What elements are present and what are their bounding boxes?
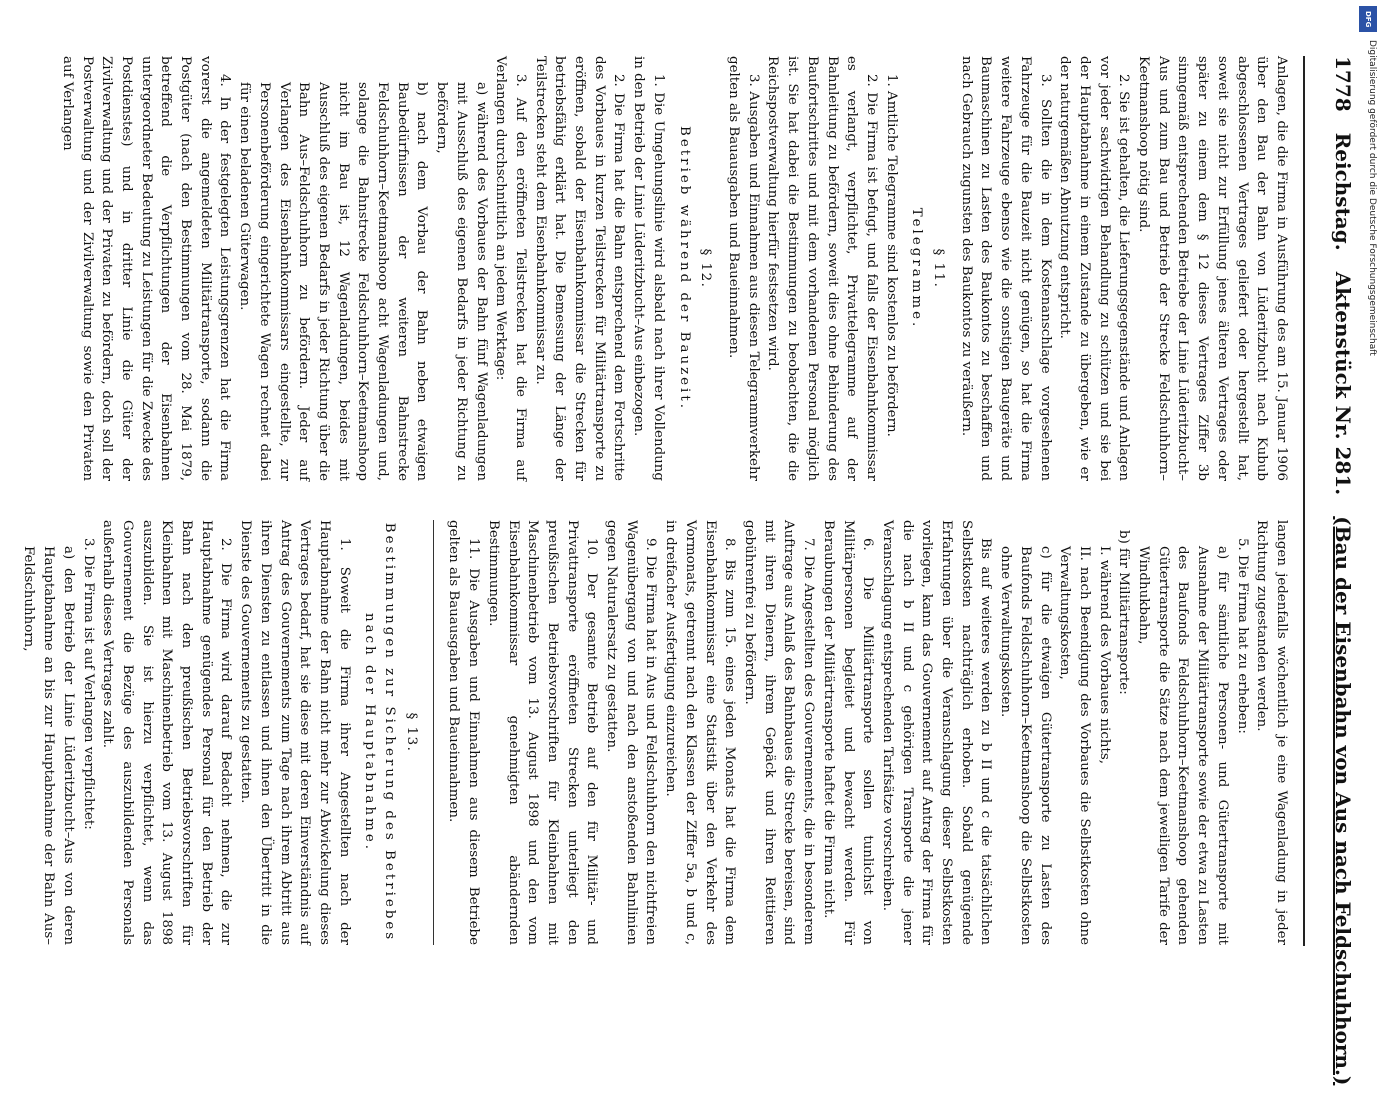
section-number: § 13. bbox=[403, 712, 419, 753]
paragraph: 8. Bis zum 15. eines jeden Monats hat die Firma dem Eisenbahnkommissar eine Statistik über den Verkehr des Vormonats, getrennt nach den Klassen der Ziffer 5a, b und c, in dreifacher Ausfertigung einzureichen. bbox=[663, 520, 738, 945]
section-title: Bestimmungen zur Sicherung des Betriebes nach der Hauptabnahme. bbox=[362, 522, 398, 943]
list-item: a) während des Vorbaues der Bahn fünf Wagenladungen mit Ausschluß des eigenen Bedarfs in jeder Richtung zu befördern, bbox=[434, 82, 489, 481]
section-title: Betrieb während der Bauzeit. bbox=[676, 126, 692, 411]
section-number: § 11. bbox=[931, 248, 947, 289]
right-column bbox=[21, 520, 1291, 945]
paragraph: 10. Der gesamte Betrieb auf den für Militär- und Privattransporte eröffneten Strecken unterliegt den preußischen Betriebsvorschriften für Kleinbahnen mit Maschinenbetrieb vom 13. August 1898 und den vom Eisenbahnkommissar genehmigten abändernden Bestimmungen. bbox=[485, 520, 600, 945]
paragraph: 3. Ausgaben und Einnahmen aus diesen Telegrammverkehr gelten als Bauausgaben und Baueinnahmen. bbox=[726, 56, 761, 481]
paragraph: 4. In der festgelegten Leistungsgrenzen hat die Firma vorerst die angemeldeten Militärtransporte, sodann die Postgüter (nach den Bestimmungen vom 28. Mai 1879, betreffend die Verpflichtungen der Eisenbahnen untergeordneter Bedeutung zu Leistungen für die Zwecke des Postdienstes) und in dritter Linie die Güter der Zivilverwaltung und der Privaten zu befördern, doch soll der Postverwaltung und der Zivilverwaltung sowie den Privaten auf Verlangen bbox=[59, 56, 233, 481]
paragraph: 1. Die Umgehungslinie wird alsbald nach ihrer Vollendung in den Betrieb der Linie Lüderitzbucht–Aus einbezogen. bbox=[631, 56, 666, 481]
list-item: b) nach dem Vorbau der Bahn neben etwaigen Baubedürfnissen der weiteren Bahnstrecke Feldschuhhorn–Keetmanshoop acht Wagenladungen und, solange die Bahnstrecke Feldschuhhorn–Keetmanshoop nicht im Bau ist, 12 Wagenladungen, beides mit Ausschluß des eigenen Bedarfs in jeder Richtung über die Bahn Aus–Feldschuhhorn zu befördern. Jeder auf Verlangen des Eisenbahnkommissars eingestellte, zur Personenbeförderung eingerichtete Wagen rechnet dabei für einen beladenen Güterwagen. bbox=[237, 82, 430, 481]
paragraph: 9. Die Firma hat in Aus und Feldschuhhorn den nichtfreien Wagenübergang von und nach den anstoßenden Bahnlinien gegen Naturalersatz zu gestatten. bbox=[604, 520, 659, 945]
paragraph: langen jedenfalls wöchentlich je eine Wagenladung in jeder Richtung zugestanden werden. bbox=[1254, 520, 1289, 945]
section-number: § 12. bbox=[698, 248, 714, 289]
paragraph: 3. Die Firma ist auf Verlangen verpflichtet: bbox=[80, 538, 96, 830]
paragraph: 11. Die Ausgaben und Einnahmen aus diesem Betriebe gelten als Bauausgaben und Baueinnahmen. bbox=[446, 520, 482, 945]
digitization-credit: Digitalisierung gefördert durch die Deutsche Forschungsgemeinschaft bbox=[1367, 40, 1377, 356]
paragraph: 3. Sollten die in dem Kostenanschlage vorgesehenen Fahrzeuge für die Bauzeit nicht genügen, so hat die Firma weitere Fahrzeuge ebenso wie die sonstigen Baugeräte und Baumaschinen zu Lasten des Baukontos zu beschaffen und nach Gebrauch zugunsten des Baukontos zu veräußern. bbox=[958, 56, 1053, 481]
paragraph: 2. Die Firma hat die Bahn entsprechend dem Fortschritte des Vorbaues in kurzen Teilstrecken für Militärtransporte zu eröffnen, sobald der Eisenbahnkommissar die Strecken für betriebsfähig erklärt hat. Die Bemessung der Länge der Teilstrecken steht dem Eisenbahnkommissar zu. bbox=[532, 56, 627, 481]
paragraph: 1. Soweit die Firma ihrer Angestellten nach der Hauptabnahme der Bahn nicht mehr zur Abwickelung dieses Vertrages bedarf, hat sie diese mit deren Einverständnis auf Antrag des Gouvernements zum Tage nach ihrem Abtritt aus ihren Diensten zu entlassen und ihnen den Übertritt in die Dienste des Gouvernements zu gestatten. bbox=[238, 520, 352, 945]
section-divider bbox=[433, 520, 434, 945]
paragraph: 2. Die Firma ist befugt, und falls der Eisenbahnkommissar es verlangt, verpflichtet, Privattelegramme auf der Bahnleitung zu befördern, soweit dies ohne Behinderung des Baufortschrittes und mit dem vorhandenen Personal möglich ist. Sie hat dabei die Bestimmungen zu beobachten, die die Reichspostverwaltung hierfür festsetzen wird. bbox=[765, 56, 879, 481]
document-title: (Bau der Eisenbahn von Aus nach Feldschuhhorn.) bbox=[1331, 516, 1355, 1086]
page-header bbox=[1315, 56, 1355, 1086]
list-item: II. nach Beendigung des Vorbaues die Selbstkosten ohne Verwaltungskosten, bbox=[1057, 546, 1092, 945]
left-column bbox=[61, 56, 1291, 481]
paragraph: 5. Die Firma hat zu erheben: bbox=[1234, 538, 1250, 734]
source-label: Reichstag. bbox=[1331, 132, 1355, 251]
paragraph: 6. Die Militärtransporte sollen tunlichst von Militärpersonen begleitet und bewacht werden. Für Beraubungen der Militärtransporte haftet die Firma nicht. bbox=[820, 520, 876, 945]
paragraph: 2. Sie ist gehalten, die Lieferungsgegenstände und Anlagen vor jeder sachwidrigen Behandlung zu schützen und sie bei der Hauptabnahme in einem Zustande zu übergeben, wie er der naturgemäßen Abnutzung entspricht. bbox=[1057, 56, 1132, 481]
list-item: a) für sämtliche Personen- und Gütertransporte mit Ausnahme der Militärtransporte sowie der etwa zu Lasten des Baufonds Feldschuhhorn–Keetmanshoop gehenden Gütertransporte die Sätze nach dem jeweiligen Tarife der Windhukbahn, bbox=[1136, 546, 1230, 945]
paragraph: Bis auf weiteres werden zu b II und c die tatsächlichen Selbstkosten nachträglich erhoben. Sobald genügende Erfahrungen über die Veranschlagung dieser Selbstkosten vorliegen, kann das Gouvernement auf Antrag der Firma für die nach b II und c gehörigen Transporte die jener Veranschlagung entsprechenden Tarifsätze vorschreiben. bbox=[879, 520, 994, 945]
paragraph: 2. Die Firma wird darauf Bedacht nehmen, die zur Hauptabnahme genügendes Personal für den Betrieb der Bahn nach den preußischen Betriebsvorschriften für Kleinbahnen mit Maschinenbetrieb vom 13. August 1898 auszubilden. Sie ist hierzu verpflichtet, wenn das Gouvernement die Bezüge des auszubildenden Personals außerhalb dieses Vertrages zahlt. bbox=[100, 520, 234, 945]
paragraph: 1. Amtliche Telegramme sind kostenlos zu befördern. bbox=[883, 74, 899, 437]
list-item: c) für die etwaigen Gütertransporte zu Lasten des Baufonds Feldschuhhorn–Keetmanshoop die Selbstkosten ohne Verwaltungskosten. bbox=[998, 546, 1053, 945]
section-title: Telegramme. bbox=[909, 207, 925, 330]
paragraph: 3. Auf den eröffneten Teilstrecken hat die Firma auf Verlangen durchschnittlich an jedem Werktage: bbox=[493, 56, 528, 481]
list-item: a) den Betrieb der Linie Lüderitzbucht–Aus von deren Hauptabnahme an bis zur Hauptabnahme der Bahn Aus–Feldschuhhorn, bbox=[21, 546, 76, 945]
list-item: I. während des Vorbaues nichts, bbox=[1096, 546, 1112, 764]
page-number: 1778 bbox=[1331, 56, 1355, 112]
paragraph: 7. Die Angestellten des Gouvernements, die in besonderem Auftrage aus Anlaß des Bahnbaues die Strecke bereisen, sind mit ihren Dienern, ihrem Gepäck und ihren Reittieren gebührenfrei zu befördern. bbox=[742, 520, 817, 945]
dfg-logo: DFG bbox=[1359, 6, 1377, 32]
header-rule bbox=[1303, 56, 1305, 946]
list-item: b) für Militärtransporte: bbox=[1116, 530, 1132, 695]
document-number: Aktenstück Nr. 281. bbox=[1331, 271, 1355, 496]
paragraph: Anlagen, die die Firma in Ausführung des am 15. Januar 1906 über den Bau der Bahn von Lüderitzbucht nach Kubub abgeschlossenen Vertrages geliefert oder hergestellt hat, soweit sie nicht zur Erfüllung jenes älteren Vertrages oder später zu einem dem § 12 dieses Vertrages Ziffer 3b sinngemäß entsprechenden Betriebe der Linie Lüderitzbucht–Aus und zum Bau und Betrieb der Strecke Feldschuhhorn–Keetmanshoop nötig sind. bbox=[1136, 56, 1289, 481]
